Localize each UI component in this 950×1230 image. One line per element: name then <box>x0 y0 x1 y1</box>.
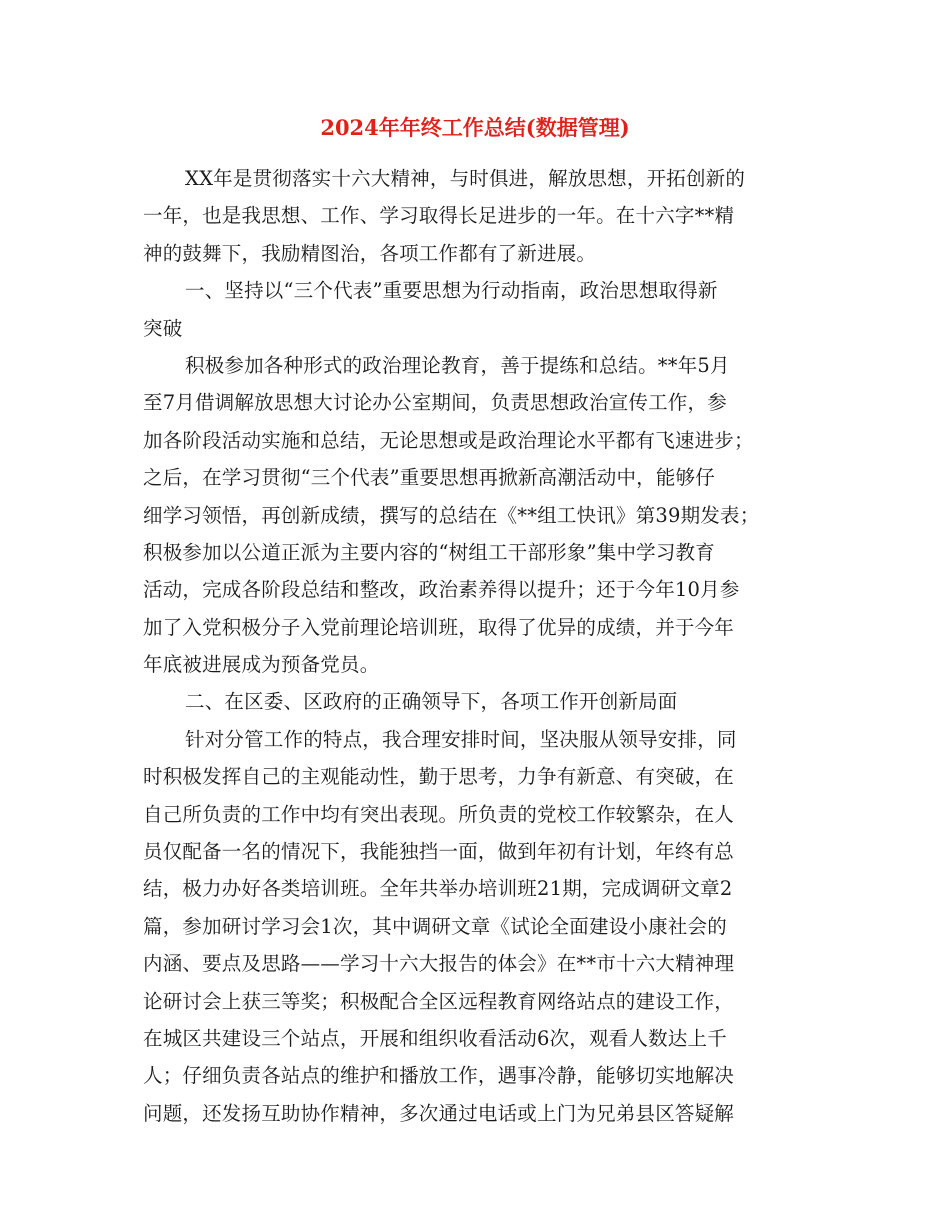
paragraph-line: 至7月借调解放思想大讨论办公室期间，负责思想政治宣传工作，参 <box>143 391 727 415</box>
section-heading-line: 一、坚持以“三个代表”重要思想为行动指南，政治思想取得新 <box>185 279 718 303</box>
paragraph-line: 人；仔细负责各站点的维护和播放工作，遇事冷静，能够切实地解决 <box>143 1064 735 1088</box>
paragraph-line: 问题，还发扬互助协作精神，多次通过电话或上门为兄弟县区答疑解 <box>143 1101 735 1125</box>
paragraph-line: 活动，完成各阶段总结和整改，政治素养得以提升；还于今年10月参 <box>143 578 740 602</box>
paragraph-line: 一年，也是我思想、工作、学习取得长足进步的一年。在十六字**精 <box>143 204 735 228</box>
paragraph-line: 加了入党积极分子入党前理论培训班，取得了优异的成绩，并于今年 <box>143 615 735 639</box>
section-heading-line: 二、在区委、区政府的正确领导下，各项工作开创新局面 <box>185 690 678 714</box>
paragraph-line: 时积极发挥自己的主观能动性，勤于思考，力争有新意、有突破，在 <box>143 765 735 789</box>
section-heading-line: 突破 <box>143 316 183 340</box>
paragraph-line: 神的鼓舞下，我励精图治，各项工作都有了新进展。 <box>143 241 597 265</box>
paragraph-line: 员仅配备一名的情况下，我能独挡一面，做到年初有计划，年终有总 <box>143 840 735 864</box>
paragraph-line: 细学习领悟，再创新成绩，撰写的总结在《**组工快讯》第39期发表； <box>143 503 760 527</box>
paragraph-line: 内涵、要点及思路——学习十六大报告的体会》在**市十六大精神理 <box>143 952 735 976</box>
paragraph-line: 积极参加各种形式的政治理论教育，善于提练和总结。**年5月 <box>185 353 730 377</box>
paragraph-line: 之后，在学习贯彻“三个代表”重要思想再掀新高潮活动中，能够仔 <box>143 466 715 490</box>
document-title: 2024年年终工作总结(数据管理) <box>320 115 630 140</box>
document-body <box>143 160 808 1132</box>
paragraph-line: 论研讨会上获三等奖；积极配合全区远程教育网络站点的建设工作， <box>143 989 735 1013</box>
paragraph-line: 年底被进展成为预备党员。 <box>143 653 380 677</box>
paragraph-line: 在城区共建设三个站点，开展和组织收看活动6次，观看人数达上千 <box>143 1026 727 1050</box>
paragraph-line: 结，极力办好各类培训班。全年共举办培训班21期，完成调研文章2 <box>143 877 733 901</box>
paragraph-line: 自己所负责的工作中均有突出表现。所负责的党校工作较繁杂，在人 <box>143 802 735 826</box>
paragraph-line: 加各阶段活动实施和总结，无论思想或是政治理论水平都有飞速进步； <box>143 428 754 452</box>
paragraph-line: 针对分管工作的特点，我合理安排时间，坚决服从领导安排，同 <box>185 727 737 751</box>
paragraph-line: 积极参加以公道正派为主要内容的“树组工干部形象”集中学习教育 <box>143 540 715 564</box>
paragraph-line: 篇，参加研讨学习会1次，其中调研文章《试论全面建设小康社会的 <box>143 914 727 938</box>
paragraph-line: XX年是贯彻落实十六大精神，与时俱进，解放思想，开拓创新的 <box>185 167 746 190</box>
